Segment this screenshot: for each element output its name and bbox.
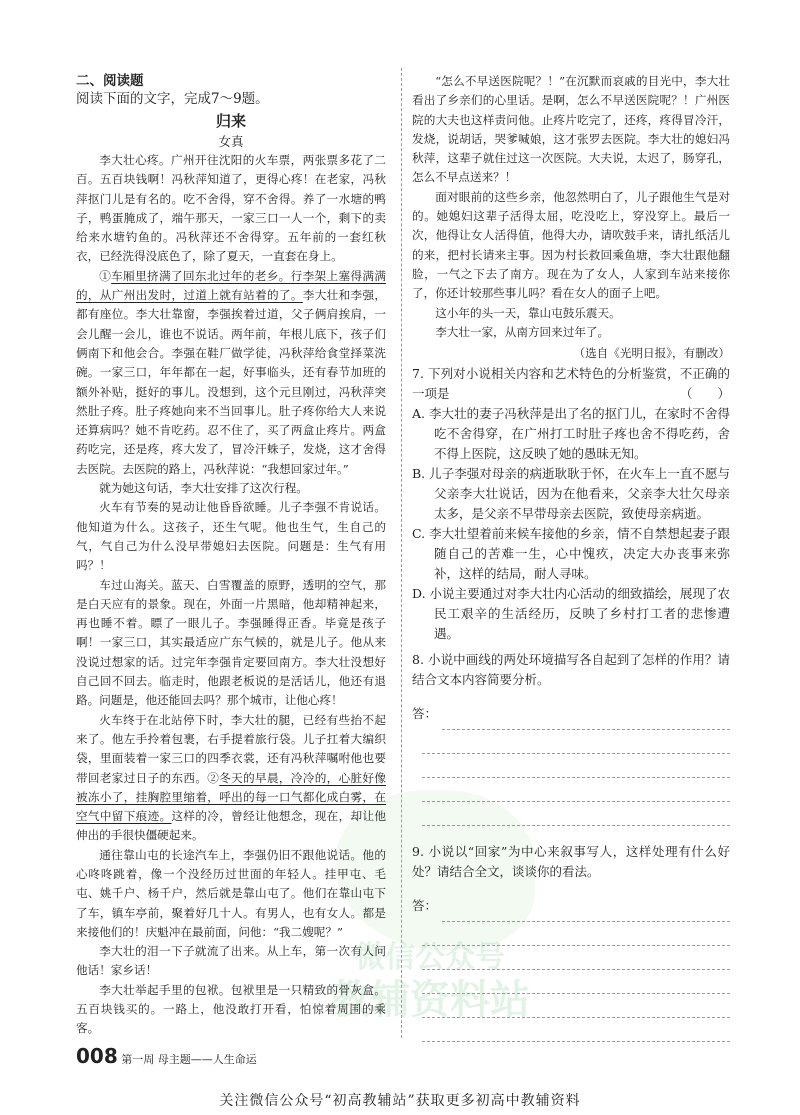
option-b[interactable]: B. 儿子李强对母亲的病逝耿耿于怀，在火车上一直不愿与父亲李大壮说话，因为在他看来，父亲李大壮欠母亲太多，是父亲不早带母亲去医院，致使母亲病逝。: [412, 466, 730, 522]
story-paragraph: 李大壮心疼。广州开往沈阳的火车票，两张票多花了二百。五百块钱啊！冯秋萍知道了，更得心疼！在老家，冯秋萍抠门儿是有名的。吃不舍得，穿不舍得。养了一水塘的鸭子，鸭蛋腌成了，端午那天，一家三口一人一个，剩下的卖给来水塘钓鱼的。冯秋萍还不舍得穿。五年前的一套红秋衣，已经洗得没底色了，除了夏天，一直套在身上。: [76, 153, 386, 264]
answer-line[interactable]: [422, 994, 730, 1018]
question-7-stem: 7. 下列对小说相关内容和艺术特色的分析鉴赏，不正确的一项是: [412, 366, 730, 402]
answer-label-8: 答：: [412, 706, 438, 722]
option-a[interactable]: A. 李大壮的妻子冯秋萍是出了名的抠门儿，在家时不舍得吃不舍得穿，在广州打工时肚子疼也舍不得吃药，舍不得上医院，这反映了她的愚昧无知。: [412, 406, 730, 462]
answer-line[interactable]: [442, 706, 730, 730]
page-footer: [76, 1044, 257, 1068]
answer-line[interactable]: [422, 802, 730, 826]
question-7: [412, 364, 730, 404]
section-instruction: 阅读下面的文字，完成7～9题。: [76, 91, 269, 107]
underlined-passage-1: 车厢里挤满了回东北过年的老乡。行李架上塞得满满的，从广州出发时，过道上就有站着的了。: [76, 268, 386, 303]
question-9-stem: 9. 小说以“回家”为中心来叙事写人，这样处理有什么好处？请结合全文，谈谈你的看法。: [412, 844, 730, 880]
left-column: [76, 72, 386, 1039]
story-paragraph: 通往靠山屯的长途汽车上，李强仍旧不跟他说话。他的心咚咚跳着，像一个没经历过世面的年轻人。挂甲屯、毛屯、姚千户、杨千户，然后就是靠山屯了。他们在靠山屯下了车，镇车亭前，聚着好几十人。有男人，也有女人。都是来接他们的！庆魁冲在最前面，问他：“我二嫂呢？”: [76, 847, 386, 939]
story-paragraph: 车过山海关。蓝天、白雪覆盖的原野，透明的空气，那是白天应有的景象。现在，外面一片黑暗，他却精神起来，再也睡不着。瞟了一眼儿子。李强睡得正香。毕竟是孩子啊！一家三口，其实最适应广东气候的，就是儿子。他从来没说过想家的话。过完年李强肯定要回南方。李大壮没想好自己回不回去。临走时，他跟老板说的是活话儿，他还有退路。问题是，他还能回去吗？那个城市，让他心疼！: [76, 577, 386, 708]
option-d[interactable]: D. 小说主要通过对李大壮内心活动的细致描绘，展现了农民工艰辛的生活经历，反映了乡村打工者的悲惨遭遇。: [412, 586, 730, 642]
answer-line[interactable]: [422, 1018, 730, 1042]
bottom-note: 关注微信公众号“初高教辅站”获取更多初高中教辅资料: [219, 1093, 581, 1109]
source-citation: （选自《光明日报》，有删改）: [573, 346, 730, 361]
story-paragraph: 李大壮的泪一下子就流了出来。从上车，第一次有人问他话！家乡话！: [76, 944, 386, 978]
answer-line[interactable]: [422, 730, 730, 754]
paragraph-rest: 这样的冷，曾经让他想念，现在，却让他伸出的手很快僵硬起来。: [76, 809, 386, 843]
paragraph-rest: 李大壮和李强，都有座位。李大壮靠窗，李强挨着过道，父子俩肩挨肩，一会儿醒一会儿，谁也不说话。两年前，年根儿底下，孩子们俩南下和他会合。李强在鞋厂做学徒，冯秋萍给食堂择菜洗碗。一家三口，年年都在一起，好事临头，还有春节加班的额外补贴，挺好的事儿。没想到，这个元旦刚过，冯秋萍突然肚子疼。肚子疼她向来不当回事儿。肚子疼你给大人来说还算病吗？她不肯吃药。忍不住了，买了两盒止疼片。两盒药吃完，还是疼，疼大发了，冒冷汗蛛子，发烧，这才舍得去医院。去医院的路上，冯秋萍说：“我想回家过年。”: [76, 288, 386, 476]
answer-line[interactable]: [422, 946, 730, 970]
marker-2: ②: [207, 770, 220, 785]
story-paragraph: 这小年的头一天，靠山屯鼓乐震天。: [435, 305, 621, 320]
underlined-passage-2: 冬天的早晨，冷冷的，心脏好像被冻小了，挂胸腔里缩着，呼出的每一口气都化成白雾，在空气中留下痕迹。: [76, 770, 386, 824]
answer-area-8[interactable]: [412, 706, 730, 826]
marker-1: ①: [99, 268, 112, 283]
section-heading: 二、阅读题: [76, 73, 144, 89]
story-author: 女真: [218, 134, 244, 149]
option-c[interactable]: C. 李大壮望着前来候车接他的乡亲，情不自禁想起妻子跟随自己的苦难一生，心中愧疚，决定大办丧事来弥补，这样的结局，耐人寻味。: [412, 526, 730, 582]
story-paragraph: 火车有节奏的晃动让他昏昏欲睡。儿子李强不肯说话。他知道为什么。这孩子，还生气呢。他也生气，生自己的气，气自己为什么没早带媳妇去医院。问题是：生气有用吗？！: [76, 500, 386, 573]
answer-line[interactable]: [422, 970, 730, 994]
answer-line[interactable]: [422, 778, 730, 802]
answer-line[interactable]: [442, 898, 730, 922]
story-paragraph-underlined-2: [76, 711, 386, 846]
footer-week: 第一周: [121, 1053, 155, 1066]
story-paragraph: “怎么不早送医院呢？！”在沉默而哀戚的目光中，李大壮看出了乡亲们的心里话。是啊，怎么不早送医院呢？！广州医院的大夫也这样责问他。止疼片吃完了，还疼，疼得冒冷汗，发烧，说胡话，哭爹喊娘，这才张罗去医院。李大壮的媳妇冯秋萍，这辈子就住过这一次医院。大夫说，太迟了，肠穿孔，怎么不早点送来？！: [412, 74, 730, 185]
watermark-line-2: 教辅资料站: [330, 977, 530, 1023]
answer-label-9: 答：: [412, 898, 438, 914]
story-paragraph: 李大壮举起手里的包袱。包袱里是一只精致的骨灰盒。五百块钱买的。一路上，他没敢打开看，怕惊着周围的乘客。: [76, 982, 386, 1036]
right-column: [412, 72, 730, 1042]
paragraph-start: 火车终于在北站停下时，李大壮的腿，已经有些抬不起来了。他左手拎着包裹，右手提着旅行袋。儿子扛着大编织袋，里面装着一家三口的四季衣裳，还有冯秋萍嘱咐他也要带回老家过日子的东西。: [76, 712, 386, 785]
story-paragraph: 李大壮一家，从南方回来过年了。: [435, 324, 610, 339]
question-8-stem: 8. 小说中画线的两处环境描写各自起到了怎样的作用？请结合文本内容简要分析。: [412, 652, 730, 688]
answer-bracket[interactable]: （ ）: [679, 386, 730, 402]
story-paragraph: 面对眼前的这些乡亲，他忽然明白了，儿子跟他生气是对的。她媳妇这辈子活得太屈，吃没吃上，穿没穿上。最后一次，他得让女人活得值，他得大办，请吹鼓手来，请扎纸活儿的来，把村长请来主事。因为村长救回乘鱼塘，李大壮跟他翻脸，一气之下去了南方。现在为了女人，人家到车站来接你了，你还计较那些事儿吗？看在女人的面子上吧。: [412, 189, 730, 301]
answer-line[interactable]: [422, 922, 730, 946]
answer-area-9[interactable]: [412, 898, 730, 1042]
footer-theme: 母主题——人生命运: [157, 1053, 257, 1066]
story-paragraph-underlined-1: [76, 267, 386, 479]
story-paragraph: 就为她这句话，李大壮安排了这次行程。: [99, 481, 308, 496]
answer-line[interactable]: [422, 754, 730, 778]
story-title: 归来: [215, 112, 246, 130]
watermark-line-1: 微信公众号: [355, 940, 505, 975]
page-number: 008: [76, 1044, 118, 1068]
